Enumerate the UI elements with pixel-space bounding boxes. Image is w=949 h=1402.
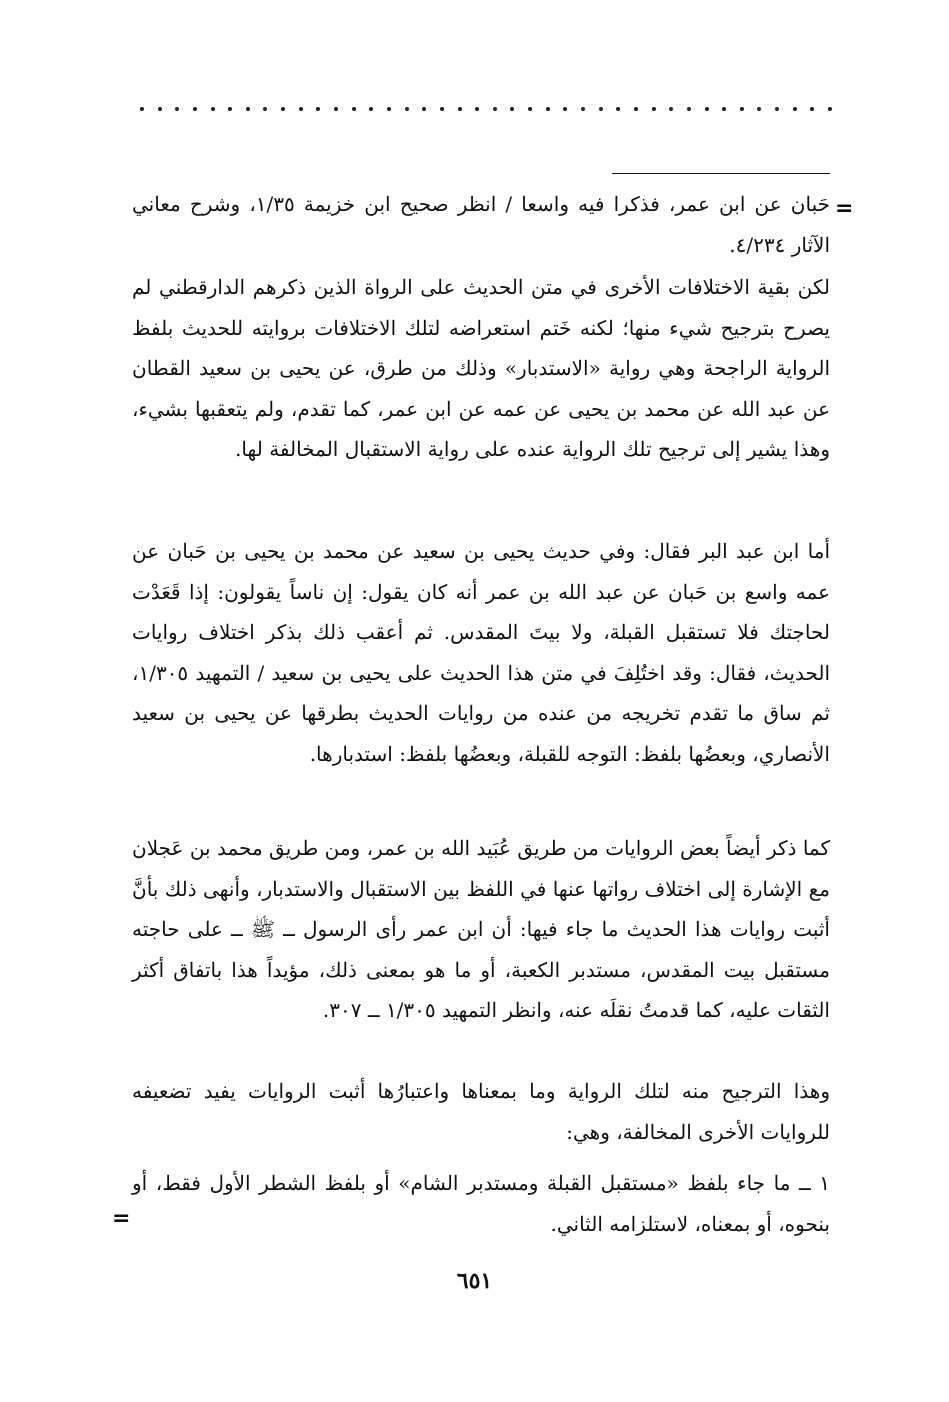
footnote-paragraph-3: أما ابن عبد البر فقال: وفي حديث يحيى بن سعيد عن محمد بن يحيى بن حَبان عن عمه واسع بن حَبان عن عبد الله بن عمر أنه كان يقول: إن ناساً يقولون: إذا قَعَدْت لحاجتك فلا تستقبل القبلة، ولا بيتَ المقدس. ثم أعقب ذلك بذكر اختلاف روايات الحديث، فقال: وقد اختُلِفَ في متن هذا الحديث على يحيى بن سعيد / التمهيد ١/٣٠٥، ثم ساق ما تقدم تخريجه من عنده من روايات الحديث بطرقها عن يحيى بن سعيد الأنصاري، وبعضُها بلفظ: التوجه للقبلة، وبعضُها بلفظ: استدبارها.: [132, 539, 830, 766]
footnote-paragraph-6: ١ ــ ما جاء بلفظ «مستقبل القبلة ومستدبر الشام» أو بلفظ الشطر الأول فقط، أو بنحوه، أو بمعناه، لاستلزامه الثاني.: [132, 1171, 830, 1236]
footnote-rule: [612, 173, 830, 174]
page-number: ٦٥١: [456, 1268, 493, 1294]
footnote-paragraph-2: لكن بقية الاختلافات الأخرى في متن الحديث على الرواة الذين ذكرهم الدارقطني لم يصرح بترجيح شيء منها؛ لكنه خَتم استعراضه لتلك الاختلافات بروايته للحديث بلفظ الرواية الراجحة وهي رواية «الاستدبار» وذلك من طرق، عن يحيى بن سعيد القطان عن عبد الله عن محمد بن يحيى عن عمه عن ابن عمر، كما تقدم، ولم يتعقبها بشيء، وهذا يشير إلى ترجيح تلك الرواية عنده على رواية الاستقبال المخالفة لها.: [132, 275, 830, 461]
continuation-mark-top: =: [835, 196, 854, 221]
footnote-paragraph-1: حَبان عن ابن عمر، فذكرا فيه واسعا / انظر صحيح ابن خزيمة ١/٣٥، وشرح معاني الآثار ٤/٢٣٤.: [132, 192, 830, 257]
continuation-mark-bottom: =: [112, 1206, 131, 1231]
footnote-paragraph-5: وهذا الترجيح منه لتلك الرواية وما بمعناها واعتبارُها أثبت الروايات يفيد تضعيفه للروايات الأخرى المخالفة، وهي:: [132, 1079, 830, 1144]
footnote-paragraph-4: كما ذكر أيضاً بعض الروايات من طريق عُبَيد الله بن عمر، ومن طريق محمد بن عَجلان مع الإشارة إلى اختلاف رواتها عنها في اللفظ بين الاستقبال والاستدبار، وأنهى ذلك بأنَّ أثبت روايات هذا الحديث ما جاء فيها: أن ابن عمر رأى الرسول ــ ﷺ ــ على حاجته مستقبل بيت المقدس، مستدبر الكعبة، أو ما هو بمعنى ذلك، مؤيداً هذا باتفاق أكثر الثقات عليه، كما قدمتُ نقلَه عنه، وانظر التمهيد ١/٣٠٥ ــ ٣٠٧.: [132, 836, 831, 1022]
dotted-separator: [140, 98, 832, 120]
